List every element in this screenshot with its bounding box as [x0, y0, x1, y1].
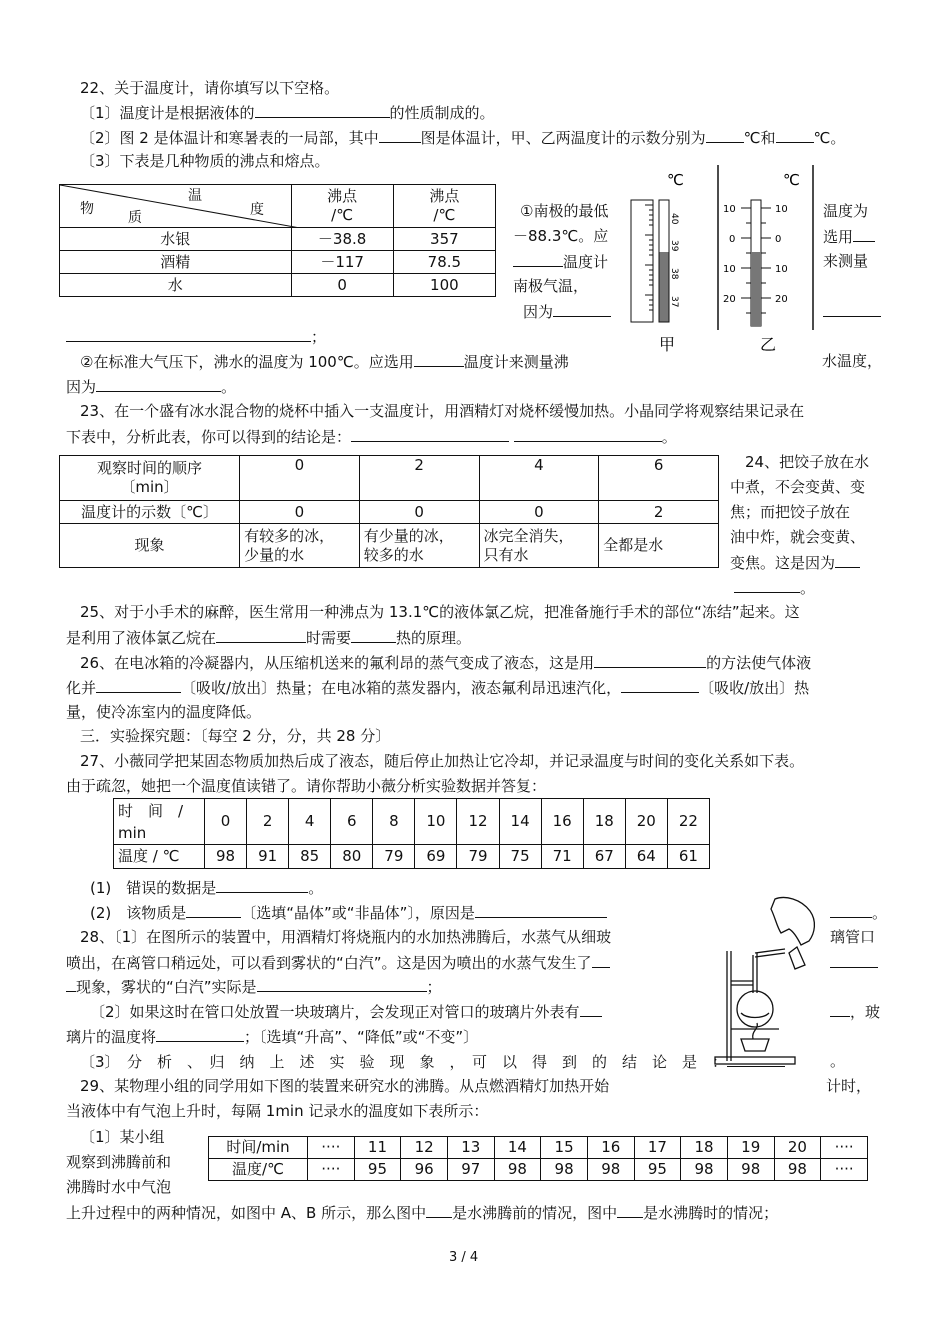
blank[interactable] — [592, 952, 610, 968]
blank[interactable] — [830, 1001, 850, 1017]
table-row: 酒精 －117 78.5 — [60, 251, 496, 274]
table-row: 时 间 / min 0 2 4 6 8 10 12 14 16 18 20 22 — [114, 799, 710, 845]
q24-line6: 。 — [734, 577, 815, 598]
blank[interactable] — [830, 902, 872, 918]
blank[interactable] — [475, 902, 607, 918]
q28-line3: 现象，雾状的“白汽”实际是 ； — [66, 976, 442, 997]
jia-mercury — [659, 252, 669, 322]
blank[interactable] — [216, 877, 308, 893]
diagonal-header-cell: 温 度 物 质 — [60, 185, 292, 228]
blank[interactable] — [351, 426, 509, 442]
yi-right-tick: 10 — [775, 204, 788, 215]
blank[interactable] — [66, 326, 311, 342]
boiling-record-table — [208, 1136, 868, 1181]
q22-part5: 因为 。 — [66, 378, 237, 396]
cooling-table — [113, 798, 710, 869]
yi-left-tick: 10 — [723, 204, 736, 215]
q23-line1: 23、在一个盛有冰水混合物的烧杯中插入一支温度计，用酒精灯对烧杯缓慢加热。小晶同学将观察结果记录在 — [80, 402, 805, 420]
boiling-flask-apparatus-figure — [705, 893, 830, 1071]
blank[interactable] — [216, 627, 306, 643]
table-row: 温度计的示数〔℃〕 0 0 0 2 — [60, 501, 719, 524]
col-header: 沸点 /℃ — [291, 185, 393, 228]
q29-side1: 〔1〕某小组 — [80, 1128, 165, 1146]
q28-line6: 〔3〕 分 析 、 归 纳 上 述 实 验 现 象 ， 可 以 得 到 的 结 论 是 ： — [80, 1051, 785, 1072]
jia-scale-body — [631, 200, 653, 322]
q28-line1-end: 璃管口 — [830, 928, 876, 946]
right-text-1: 温度为 — [823, 202, 869, 220]
q28-line2-blank — [830, 952, 878, 973]
q26-line3: 量，使冷冻室内的温度降低。 — [66, 703, 262, 721]
q24-line4: 油中炸，就会变黄、 — [730, 528, 866, 546]
q25-line2: 是利用了液体氯乙烷在 时需要 热的原理。 — [66, 629, 472, 647]
table-row: 水银 －38.8 357 — [60, 228, 496, 251]
yi-left-tick: 10 — [723, 264, 736, 275]
yi-right-tick: 20 — [775, 294, 788, 305]
q29-line6: 上升过程中的两种情况，如图中 A、B 所示，那么图中 是水沸腾前的情况，图中 是水沸腾时的情况； — [66, 1204, 779, 1222]
blank[interactable] — [351, 627, 396, 643]
jia-tick: 38 — [669, 268, 679, 280]
q22-part4: ②在标准大气压下，沸水的温度为 100℃。应选用 温度计来测量沸 — [80, 353, 569, 371]
blank[interactable] — [734, 577, 800, 593]
q25-line1: 25、对于小手术的麻醉，医生常用一种沸点为 13.1℃的液体氯乙烷，把准备施行手术的部位“冻结”起来。这 — [80, 603, 800, 621]
q28-line1: 28、〔1〕在图所示的装置中，用酒精灯将烧瓶内的水加热沸腾后，水蒸气从细玻 — [80, 928, 612, 946]
q27-line1: 27、小薇同学把某固态物质加热后成了液态，随后停止加热让它冷却，并记录温度与时间的变化关系如下表。 — [80, 752, 805, 770]
q26-line1: 26、在电冰箱的冷凝器内，从压缩机送来的氟利昂的蒸气变成了液态，这是用 的方法使气体液 — [80, 654, 812, 672]
yi-left-tick: 20 — [723, 294, 736, 305]
page-number: 3 / 4 — [449, 1250, 479, 1265]
jia-tick: 39 — [669, 240, 679, 252]
q22-blank-line: ； — [66, 326, 326, 347]
table-row: 时间/min ···· 11 12 13 14 15 16 17 18 19 20 ···· — [209, 1137, 868, 1159]
blank[interactable] — [823, 301, 881, 317]
q28-line6-end: 。 — [830, 1052, 846, 1070]
blank[interactable] — [727, 1051, 785, 1067]
q24-line3: 焦；而把饺子放在 — [730, 503, 851, 521]
q22-part2: 〔2〕图 2 是体温计和寒暑表的一局部，其中 图是体温计，甲、乙两温度计的示数分别为 ℃和 ℃。 — [80, 129, 846, 147]
blank[interactable] — [96, 677, 181, 693]
blank[interactable] — [853, 226, 875, 242]
blank[interactable] — [66, 976, 76, 992]
jia-unit: ℃ — [667, 171, 684, 189]
table-row: 观察时间的顺序 〔min〕 0 2 4 6 — [60, 456, 719, 501]
blank[interactable] — [621, 677, 699, 693]
q27-answer1: (1) 错误的数据是 。 — [90, 879, 324, 897]
blank[interactable] — [96, 376, 221, 392]
yi-liquid — [751, 252, 761, 326]
right-text-2: 选用 — [823, 226, 875, 247]
yi-right-tick: 0 — [775, 234, 782, 245]
q29-line2: 当液体中有气泡上升时，每隔 1min 记录水的温度如下表所示： — [66, 1102, 489, 1120]
blank[interactable] — [156, 1026, 244, 1042]
table-row: 温度 / ℃ 98 91 85 80 79 69 79 75 71 67 64 61 — [114, 845, 710, 869]
jia-tick: 40 — [669, 213, 679, 225]
blank[interactable] — [255, 102, 390, 118]
side-text-2: －88.3℃。应 — [513, 227, 609, 245]
q27-line2: 由于疏忽，她把一个温度值读错了。请你帮助小薇分析实验数据并答复： — [66, 777, 547, 795]
q27-answer2: (2) 该物质是 〔选填“晶体”或“非晶体”〕，原因是 — [90, 902, 607, 923]
blank[interactable] — [776, 127, 814, 143]
right-blank — [823, 301, 881, 322]
side-text-1: ①南极的最低 — [520, 202, 609, 220]
blank[interactable] — [617, 1202, 643, 1218]
blank[interactable] — [513, 251, 563, 267]
jia-tick: 37 — [669, 296, 679, 308]
blank[interactable] — [514, 426, 662, 442]
q26-line2: 化并 〔吸收/放出〕热量；在电冰箱的蒸发器内，液态氟利昂迅速汽化， 〔吸收/放出〕热 — [66, 679, 810, 697]
col-header: 沸点 /℃ — [393, 185, 495, 228]
yi-label: 乙 — [760, 335, 777, 354]
blank[interactable] — [426, 1202, 452, 1218]
blank[interactable] — [830, 952, 878, 968]
diagonal-line — [60, 185, 300, 228]
blank[interactable] — [257, 976, 427, 992]
right-text-3: 来测量 — [823, 252, 869, 270]
q29-line1-end: 计时， — [826, 1077, 872, 1095]
q28-line4: 〔2〕如果这时在管口处放置一块玻璃片，会发现正对管口的玻璃片外表有 — [90, 1001, 602, 1022]
q29-side3: 沸腾时水中气泡 — [66, 1178, 172, 1196]
side-text-5: 因为 — [523, 301, 611, 322]
blank[interactable] — [553, 301, 611, 317]
q24-line2: 中煮，不会变黄、变 — [730, 478, 866, 496]
side-text-3: 温度计 — [513, 251, 608, 272]
yi-right-tick: 10 — [775, 264, 788, 275]
blank[interactable] — [379, 127, 421, 143]
thermometer-figure — [625, 160, 820, 355]
yi-unit: ℃ — [783, 171, 800, 189]
q29-side2: 观察到沸腾前和 — [66, 1153, 172, 1171]
q24-line5: 变焦。这是因为 — [730, 552, 860, 573]
blank[interactable] — [580, 1001, 602, 1017]
q27-answer2-end: 。 — [830, 902, 887, 923]
q22-part4-end: 水温度， — [822, 352, 883, 370]
q28-line5: 璃片的温度将 ；〔选填“升高”、“降低”或“不变”〕 — [66, 1028, 479, 1046]
q24-line1: 24、把饺子放在水 — [745, 453, 870, 471]
q22-part3: 〔3〕下表是几种物质的沸点和熔点。 — [80, 152, 330, 170]
side-text-4: 南极气温， — [513, 277, 589, 295]
jia-label: 甲 — [659, 335, 676, 354]
section-3-heading: 三．实验探究题：〔每空 2 分，分，共 28 分〕 — [80, 727, 391, 745]
yi-left-tick: 0 — [729, 234, 736, 245]
blank[interactable] — [594, 652, 706, 668]
q23-line2: 下表中，分析此表，你可以得到的结论是： 。 — [66, 428, 677, 446]
table-row: 现象 有较多的冰， 少量的水 有少量的冰， 较多的水 冰完全消失， 只有水 全都是水 — [60, 524, 719, 568]
q22-title: 22、关于温度计，请你填写以下空格。 — [80, 79, 340, 97]
q28-line2: 喷出，在离管口稍远处，可以看到雾状的“白汽”。这是因为喷出的水蒸气发生了 — [66, 952, 610, 973]
q22-part1: 〔1〕温度计是根据液体的 的性质制成的。 — [80, 104, 495, 122]
ice-melt-table — [59, 455, 719, 568]
blank[interactable] — [835, 552, 860, 568]
blank[interactable] — [186, 902, 241, 918]
q28-line4-end: ，玻 — [830, 1001, 880, 1022]
table-row: 水 0 100 — [60, 274, 496, 297]
q29-line1: 29、某物理小组的同学用如下图的装置来研究水的沸腾。从点燃酒精灯加热开始 — [80, 1077, 610, 1095]
blank[interactable] — [706, 127, 744, 143]
table-row: 温度/℃ ···· 95 96 97 98 98 98 95 98 98 98 ···· — [209, 1159, 868, 1181]
blank[interactable] — [414, 351, 464, 367]
boiling-point-table — [59, 184, 496, 297]
